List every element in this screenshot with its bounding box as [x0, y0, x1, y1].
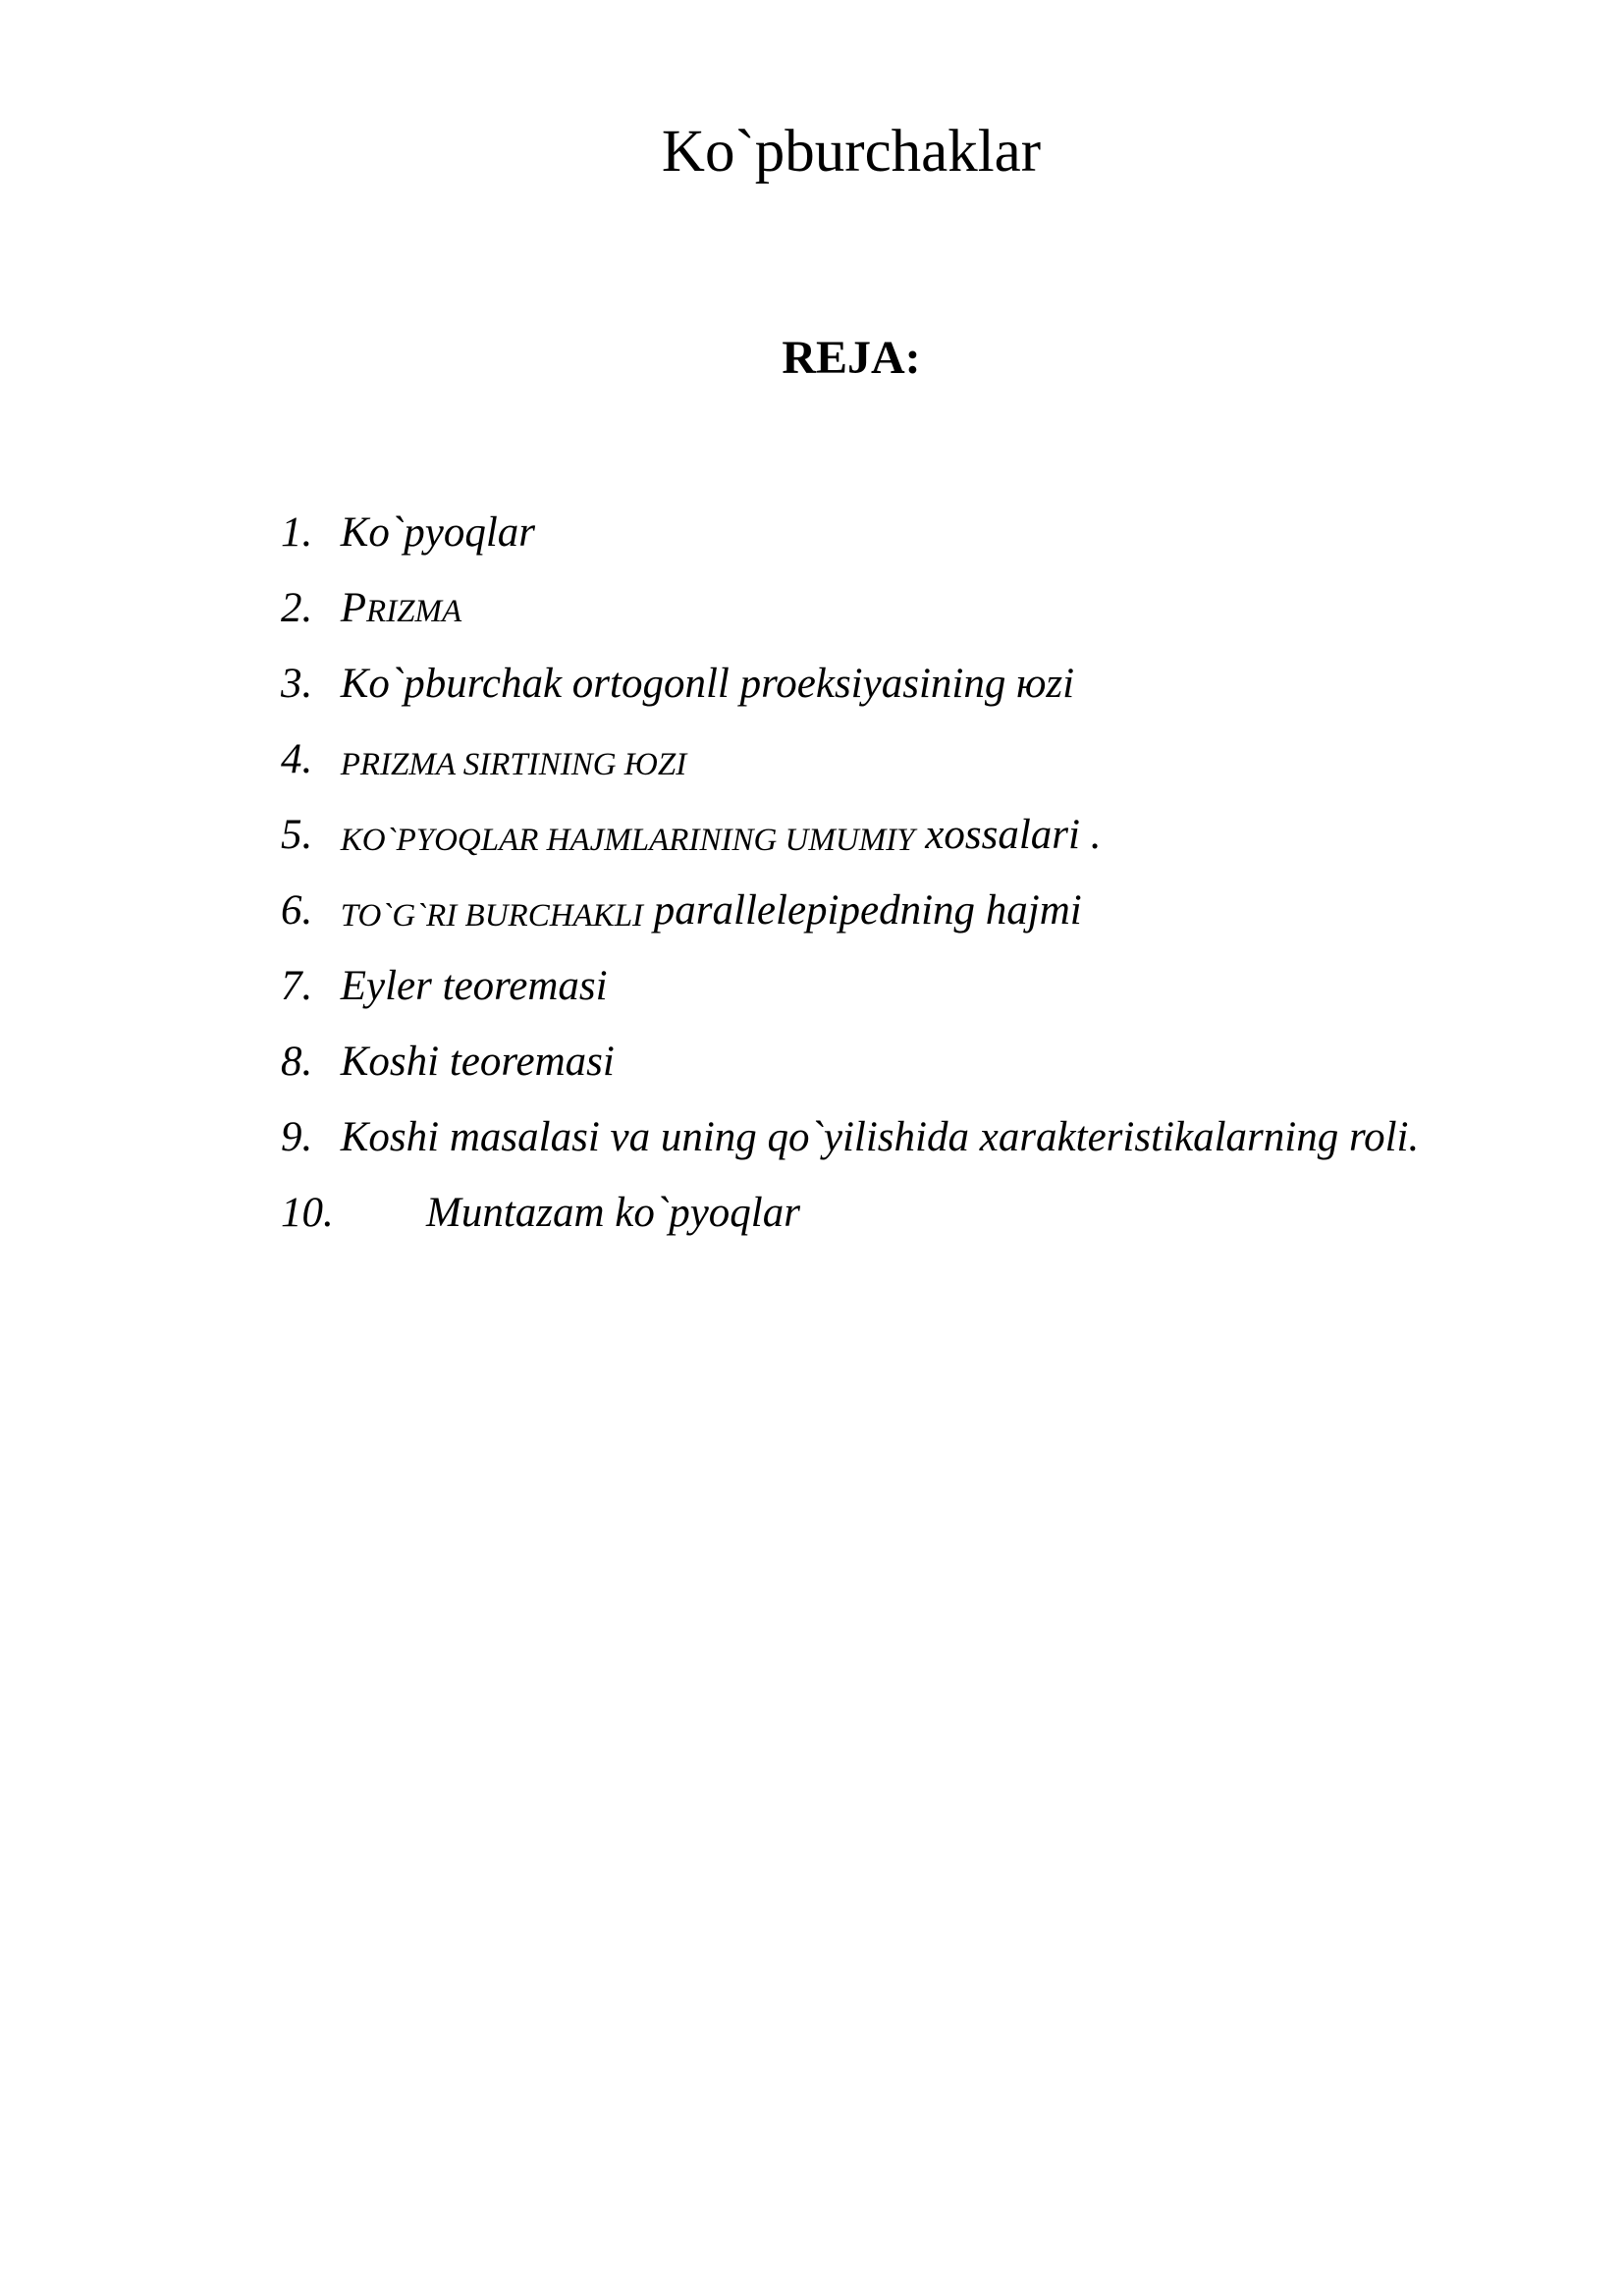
plan-item-text: Eyler teoremasi	[340, 963, 608, 1009]
plan-item-number: 2.	[281, 585, 313, 631]
plan-item-6	[281, 859, 1419, 934]
plan-item-2	[281, 557, 1419, 632]
plan-item-number: 10.	[281, 1190, 334, 1236]
plan-heading: REJA:	[782, 332, 921, 384]
plan-item-number: 4.	[281, 736, 313, 782]
plan-item-number: 6.	[281, 887, 313, 934]
plan-item-3	[281, 632, 1419, 708]
plan-item-number: 3.	[281, 661, 313, 707]
plan-item-initial: P	[340, 585, 367, 631]
plan-list	[281, 481, 1419, 1237]
plan-item-text: Muntazam ko`pyoqlar	[426, 1190, 800, 1236]
plan-item-smallcaps: PRIZMA SIRTINING ЮZI	[340, 747, 687, 782]
plan-item-text: xossalari .	[925, 812, 1102, 858]
document-title: Ko`pburchaklar	[661, 119, 1042, 185]
plan-item-number: 5.	[281, 812, 313, 858]
plan-item-9	[281, 1086, 1419, 1161]
plan-item-4	[281, 708, 1419, 783]
plan-item-number: 7.	[281, 963, 313, 1009]
plan-item-smallcaps: TO`G`RI BURCHAKLI	[340, 898, 644, 934]
plan-item-text: parallelepipedning hajmi	[653, 887, 1082, 934]
plan-item-text: Ko`pyoqlar	[340, 509, 536, 556]
plan-item-8	[281, 1010, 1419, 1086]
plan-item-smallcaps: KO`PYOQLAR HAJMLARINING UMUMIY	[340, 823, 915, 858]
plan-item-text: Ko`pburchak ortogonll proeksiyasining юzi	[340, 661, 1075, 707]
plan-item-smallcaps: RIZMA	[366, 594, 462, 629]
plan-item-7	[281, 934, 1419, 1010]
plan-item-number: 1.	[281, 509, 313, 556]
plan-item-text	[341, 584, 461, 632]
plan-item-number: 9.	[281, 1114, 313, 1160]
plan-item-10	[281, 1161, 1419, 1237]
plan-item-number: 8.	[281, 1039, 313, 1085]
plan-item-text: Koshi masalasi va uning qo`yilishida xarakteristikalarning roli.	[340, 1114, 1420, 1160]
plan-item-5	[281, 783, 1419, 859]
plan-item-1	[281, 481, 1419, 557]
plan-item-text: Koshi teoremasi	[340, 1039, 615, 1085]
